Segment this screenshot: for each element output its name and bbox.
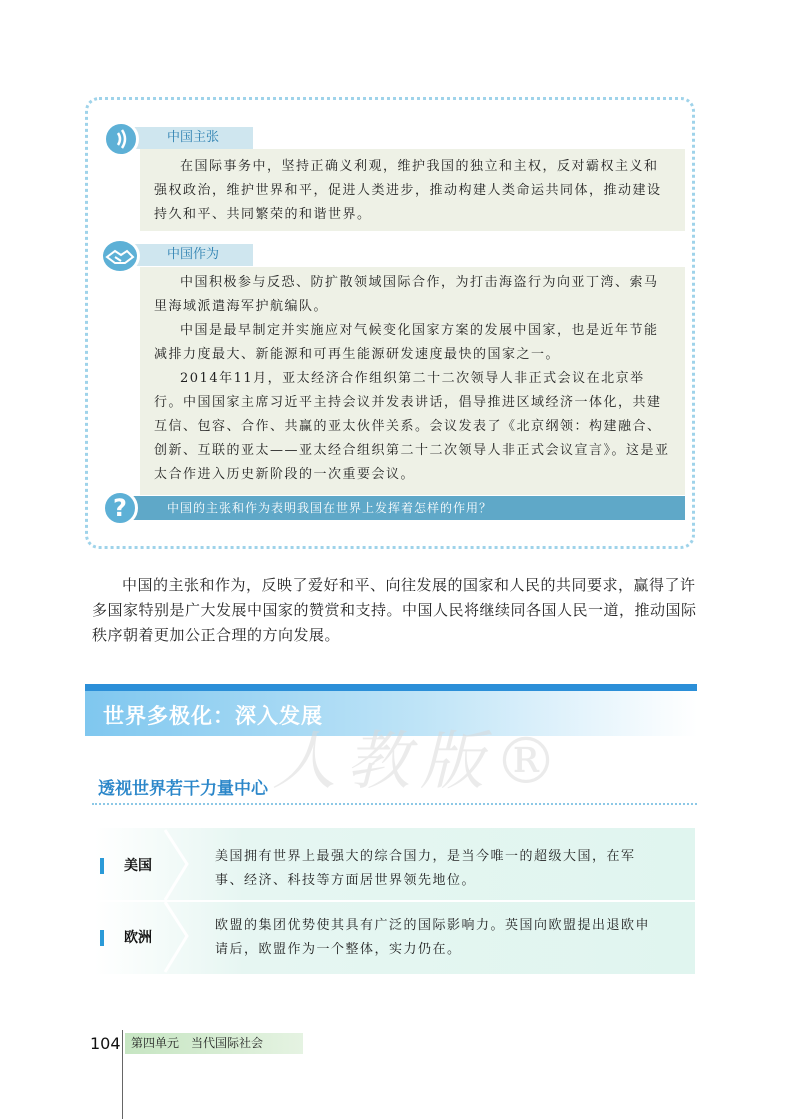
china-stance-text: 在国际事务中，坚持正确义利观，维护我国的独立和主权，反对霸权主义和强权政治，维护世界和平，促进人类进步，推动构建人类命运共同体，推动建设持久和平、共同繁荣的和谐世界。 (154, 159, 662, 222)
china-action-paragraph-2: 中国是最早制定并实施应对气候变化国家方案的发展中国家，也是近年节能减排力度最大、新能源和可再生能源研发速度最快的国家之一。 (154, 323, 659, 362)
china-stance-box (140, 149, 685, 231)
body-paragraph: 中国的主张和作为，反映了爱好和平、向往发展的国家和人民的共同要求，赢得了许多国家特别是广大发展中国家的赞赏和支持。中国人民将继续同各国人民一道，推动国际秩序朝着更加公正合理的方向发展。 (92, 576, 697, 644)
sound-wave-icon (103, 121, 139, 157)
unit-label: 第四单元 当代国际社会 (125, 1033, 303, 1054)
footer-vertical-rule (122, 1030, 123, 1119)
question-text: 中国的主张和作为表明我国在世界上发挥着怎样的作用？ (167, 501, 493, 515)
panel-divider (95, 900, 695, 902)
question-mark-icon: ? (102, 490, 138, 526)
china-action-label: 中国作为 (125, 244, 253, 266)
center-text-europe: 欧盟的集团优势使其具有广泛的国际影响力。英国向欧盟提出退欧申请后，欧盟作为一个整体，实力仍在。 (215, 918, 651, 957)
center-label-europe: 欧洲 (96, 910, 176, 966)
sub-heading: 透视世界若干力量中心 (98, 779, 268, 799)
page-number: 104 (90, 1034, 121, 1053)
china-action-paragraph-3: 2014年11月，亚太经济合作组织第二十二次领导人非正式会议在北京举行。中国国家主席习近平主持会议并发表讲话，倡导推进区域经济一体化，共建互信、包容、合作、共赢的亚太伙伴关系。会议发表了《北京纲领：构建融合、创新、互联的亚太——亚太经合组织第二十二次领导人非正式会议宣言》。这是亚太合作进入历史新阶段的一次重要会议。 (154, 371, 670, 482)
china-stance-label: 中国主张 (125, 127, 253, 149)
center-label-usa: 美国 (96, 838, 176, 894)
publisher-watermark: 人教版® (272, 725, 568, 799)
handshake-icon (100, 238, 140, 274)
china-action-paragraph-1: 中国积极参与反恐、防扩散领域国际合作，为打击海盗行为向亚丁湾、索马里海域派遣海军护航编队。 (154, 275, 659, 314)
center-text-usa: 美国拥有世界上最强大的综合国力，是当今唯一的超级大国，在军事、经济、科技等方面居世界领先地位。 (215, 849, 636, 888)
section-title: 世界多极化：深入发展 (103, 703, 323, 728)
question-bar (125, 496, 685, 520)
sub-heading-rule (92, 803, 697, 805)
china-action-box (140, 267, 685, 495)
